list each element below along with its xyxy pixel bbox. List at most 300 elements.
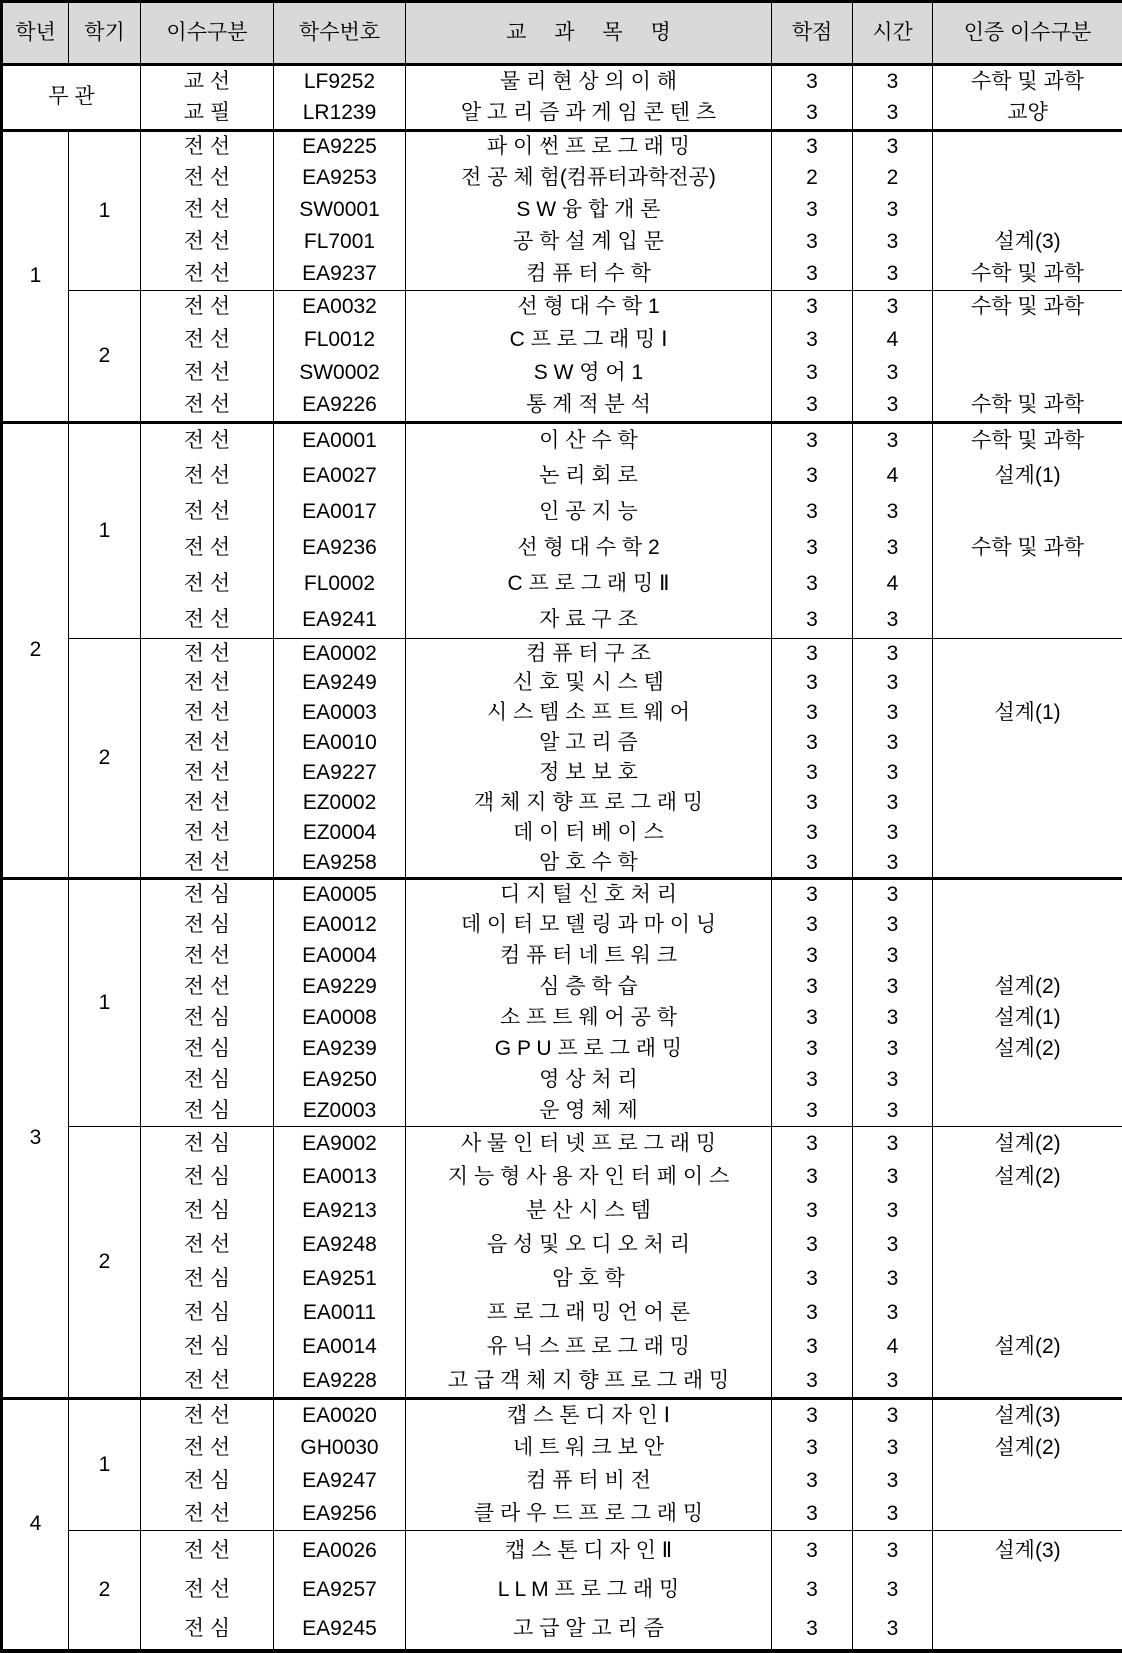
course-type: 전 심 [141,1465,274,1498]
course-name: 컴 퓨 터 비 전 [406,1465,772,1498]
course-hours: 3 [853,1229,933,1263]
year-label: 4 [2,1399,69,1651]
course-name: 이 산 수 학 [406,423,772,459]
course-hours: 3 [853,1263,933,1297]
course-hours: 3 [853,1065,933,1096]
course-type: 전 선 [141,849,274,879]
course-code: EA0027 [274,459,406,495]
course-code: FL0012 [274,324,406,357]
course-row [2,567,1122,603]
course-row [2,390,1122,423]
course-code: EA9248 [274,1229,406,1263]
course-cert [933,131,1122,163]
course-code: EA0005 [274,879,406,910]
course-code: EZ0003 [274,1096,406,1127]
course-hours: 3 [853,1003,933,1034]
course-hours: 3 [853,1611,933,1651]
course-row [2,669,1122,699]
course-credits: 3 [772,1195,853,1229]
course-hours: 3 [853,879,933,910]
course-name: 디 지 털 신 호 처 리 [406,879,772,910]
course-name: G P U 프 로 그 래 밍 [406,1034,772,1065]
course-credits: 3 [772,531,853,567]
course-hours: 4 [853,1331,933,1365]
course-name: 소 프 트 웨 어 공 학 [406,1003,772,1034]
course-type: 전 선 [141,227,274,259]
course-name: S W 융 합 개 론 [406,195,772,227]
year-label: 1 [2,131,69,423]
course-cert [933,639,1122,669]
course-credits: 3 [772,1003,853,1034]
course-hours: 3 [853,910,933,941]
course-hours: 3 [853,1571,933,1611]
semester-label: 1 [69,879,141,1127]
course-hours: 3 [853,789,933,819]
course-code: EA9256 [274,1498,406,1531]
course-credits: 3 [772,195,853,227]
course-row [2,131,1122,163]
course-hours: 3 [853,972,933,1003]
course-hours: 3 [853,849,933,879]
course-type: 전 선 [141,941,274,972]
course-credits: 3 [772,227,853,259]
course-row [2,423,1122,459]
course-cert: 설계(2) [933,1331,1122,1365]
course-row [2,531,1122,567]
course-cert [933,1611,1122,1651]
course-cert: 설계(1) [933,699,1122,729]
course-row [2,1432,1122,1465]
course-credits: 3 [772,567,853,603]
course-hours: 3 [853,729,933,759]
course-name: 운 영 체 제 [406,1096,772,1127]
course-cert [933,357,1122,390]
course-hours: 4 [853,459,933,495]
course-row [2,910,1122,941]
course-row [2,65,1122,98]
course-code: EA9245 [274,1611,406,1651]
course-row [2,1611,1122,1651]
course-type: 전 심 [141,1611,274,1651]
course-row [2,1498,1122,1531]
course-row [2,1571,1122,1611]
course-hours: 2 [853,163,933,195]
course-code: EA0012 [274,910,406,941]
course-type: 전 선 [141,759,274,789]
course-cert: 설계(2) [933,1432,1122,1465]
course-cert [933,1498,1122,1531]
course-hours: 3 [853,390,933,423]
course-type: 전 선 [141,1432,274,1465]
course-cert [933,879,1122,910]
course-row [2,291,1122,324]
course-name: 유 닉 스 프 로 그 래 밍 [406,1331,772,1365]
course-hours: 3 [853,1531,933,1571]
course-hours: 3 [853,759,933,789]
course-hours: 3 [853,1034,933,1065]
course-hours: 3 [853,1399,933,1432]
course-code: EA0010 [274,729,406,759]
course-name: 컴 퓨 터 네 트 워 크 [406,941,772,972]
header-semester: 학기 [69,2,141,65]
course-credits: 3 [772,972,853,1003]
course-cert [933,163,1122,195]
year-label: 3 [2,879,69,1399]
course-name: 심 층 학 습 [406,972,772,1003]
course-code: LF9252 [274,65,406,98]
course-hours: 3 [853,1096,933,1127]
course-type: 전 심 [141,910,274,941]
course-name: 파 이 썬 프 로 그 래 밍 [406,131,772,163]
course-hours: 3 [853,195,933,227]
course-name: 객 체 지 향 프 로 그 래 밍 [406,789,772,819]
course-name: 논 리 회 로 [406,459,772,495]
course-hours: 3 [853,1432,933,1465]
course-credits: 3 [772,423,853,459]
course-row [2,1065,1122,1096]
semester-label: 1 [69,423,141,639]
course-type: 전 심 [141,1331,274,1365]
course-hours: 3 [853,227,933,259]
course-name: 고 급 객 체 지 향 프 로 그 래 밍 [406,1365,772,1399]
course-credits: 3 [772,789,853,819]
course-hours: 3 [853,531,933,567]
course-row [2,972,1122,1003]
course-type: 전 심 [141,1003,274,1034]
course-type: 전 선 [141,131,274,163]
course-hours: 3 [853,357,933,390]
course-cert: 설계(1) [933,1003,1122,1034]
course-name: L L M 프 로 그 래 밍 [406,1571,772,1611]
course-cert: 설계(2) [933,1034,1122,1065]
course-credits: 2 [772,163,853,195]
course-cert: 교양 [933,98,1122,131]
course-cert [933,603,1122,639]
course-hours: 3 [853,1127,933,1161]
course-code: EA9257 [274,1571,406,1611]
course-type: 전 심 [141,1065,274,1096]
course-name: 캡 스 톤 디 자 인 Ⅱ [406,1531,772,1571]
course-cert [933,1571,1122,1611]
course-cert: 설계(3) [933,1531,1122,1571]
course-name: 시 스 템 소 프 트 웨 어 [406,699,772,729]
course-type: 전 심 [141,1096,274,1127]
course-row [2,163,1122,195]
course-row [2,1195,1122,1229]
course-hours: 3 [853,1465,933,1498]
course-name: 네 트 워 크 보 안 [406,1432,772,1465]
course-credits: 3 [772,1399,853,1432]
course-name: 정 보 보 호 [406,759,772,789]
course-type: 전 선 [141,729,274,759]
course-name: 고 급 알 고 리 즘 [406,1611,772,1651]
course-name: 자 료 구 조 [406,603,772,639]
course-code: EA0032 [274,291,406,324]
semester-label: 2 [69,291,141,423]
course-code: EA9213 [274,1195,406,1229]
course-code: EA0001 [274,423,406,459]
course-credits: 3 [772,1263,853,1297]
course-row [2,1003,1122,1034]
course-row [2,729,1122,759]
course-credits: 3 [772,1531,853,1571]
course-code: EZ0002 [274,789,406,819]
course-cert [933,1365,1122,1399]
course-row [2,227,1122,259]
header-cert-type: 인증 이수구분 [933,2,1122,65]
course-hours: 3 [853,259,933,291]
course-cert: 수학 및 과학 [933,291,1122,324]
course-type: 전 선 [141,1531,274,1571]
course-code: EA9237 [274,259,406,291]
course-credits: 3 [772,1611,853,1651]
course-type: 전 선 [141,259,274,291]
course-credits: 3 [772,819,853,849]
course-type: 전 선 [141,531,274,567]
course-row [2,1531,1122,1571]
course-code: EA9258 [274,849,406,879]
course-name: 선 형 대 수 학 2 [406,531,772,567]
course-type: 전 선 [141,669,274,699]
year-label: 2 [2,423,69,879]
course-name: 프 로 그 래 밍 언 어 론 [406,1297,772,1331]
course-cert [933,1297,1122,1331]
course-type: 전 선 [141,1229,274,1263]
course-cert: 수학 및 과학 [933,65,1122,98]
course-type: 전 선 [141,291,274,324]
course-credits: 3 [772,941,853,972]
course-type: 전 선 [141,567,274,603]
course-hours: 3 [853,1195,933,1229]
course-name: 컴 퓨 터 구 조 [406,639,772,669]
course-row [2,849,1122,879]
course-code: EZ0004 [274,819,406,849]
course-type: 전 선 [141,195,274,227]
course-row [2,1096,1122,1127]
course-credits: 3 [772,65,853,98]
course-cert [933,1465,1122,1498]
course-name: 공 학 설 계 입 문 [406,227,772,259]
course-type: 전 선 [141,603,274,639]
course-credits: 3 [772,1571,853,1611]
header-row [2,2,1122,65]
course-code: EA0002 [274,639,406,669]
course-credits: 3 [772,729,853,759]
course-row [2,819,1122,849]
course-row [2,941,1122,972]
course-name: 알 고 리 즘 과 게 임 콘 텐 츠 [406,98,772,131]
course-type: 교 필 [141,98,274,131]
course-code: EA0004 [274,941,406,972]
course-name: 물 리 현 상 의 이 해 [406,65,772,98]
course-type: 전 선 [141,390,274,423]
course-hours: 3 [853,1365,933,1399]
course-name: 컴 퓨 터 수 학 [406,259,772,291]
course-name: 알 고 리 즘 [406,729,772,759]
course-name: 신 호 및 시 스 템 [406,669,772,699]
course-row [2,1263,1122,1297]
course-code: EA9227 [274,759,406,789]
course-code: EA9249 [274,669,406,699]
course-row [2,699,1122,729]
course-name: 음 성 및 오 디 오 처 리 [406,1229,772,1263]
course-code: GH0030 [274,1432,406,1465]
header-course-name: 교 과 목 명 [406,2,772,65]
course-name: S W 영 어 1 [406,357,772,390]
course-type: 전 심 [141,1161,274,1195]
course-code: EA0003 [274,699,406,729]
course-code: EA9225 [274,131,406,163]
course-cert: 설계(2) [933,972,1122,1003]
course-cert: 설계(2) [933,1127,1122,1161]
course-row [2,1229,1122,1263]
course-row [2,1365,1122,1399]
course-cert [933,1096,1122,1127]
course-name: C 프 로 그 래 밍 Ⅱ [406,567,772,603]
semester-label: 2 [69,639,141,879]
course-credits: 3 [772,1465,853,1498]
header-course-type: 이수구분 [141,2,274,65]
course-code: EA0013 [274,1161,406,1195]
course-type: 전 선 [141,639,274,669]
course-row [2,259,1122,291]
course-name: 클 라 우 드 프 로 그 래 밍 [406,1498,772,1531]
course-name: 데 이 터 베 이 스 [406,819,772,849]
semester-label: 1 [69,131,141,291]
course-name: 캡 스 톤 디 자 인 Ⅰ [406,1399,772,1432]
course-cert: 수학 및 과학 [933,531,1122,567]
course-type: 전 선 [141,324,274,357]
course-type: 전 선 [141,357,274,390]
course-row [2,1399,1122,1432]
course-hours: 3 [853,603,933,639]
course-row [2,98,1122,131]
semester-label: 2 [69,1531,141,1651]
course-cert [933,819,1122,849]
course-row [2,879,1122,910]
course-cert [933,941,1122,972]
header-credits: 학점 [772,2,853,65]
course-type: 전 심 [141,1297,274,1331]
course-name: 사 물 인 터 넷 프 로 그 래 밍 [406,1127,772,1161]
course-cert [933,1065,1122,1096]
course-code: EA9229 [274,972,406,1003]
course-name: 영 상 처 리 [406,1065,772,1096]
course-row [2,1127,1122,1161]
course-code: EA9253 [274,163,406,195]
header-course-code: 학수번호 [274,2,406,65]
course-row [2,1034,1122,1065]
course-code: EA9239 [274,1034,406,1065]
course-code: EA0020 [274,1399,406,1432]
course-type: 전 선 [141,1365,274,1399]
course-hours: 3 [853,1297,933,1331]
course-name: 통 계 적 분 석 [406,390,772,423]
course-hours: 3 [853,819,933,849]
course-type: 전 선 [141,163,274,195]
course-code: EA0008 [274,1003,406,1034]
course-cert [933,759,1122,789]
course-credits: 3 [772,98,853,131]
course-type: 전 선 [141,699,274,729]
course-cert [933,669,1122,699]
course-hours: 3 [853,941,933,972]
course-hours: 3 [853,65,933,98]
course-type: 전 심 [141,879,274,910]
course-row [2,324,1122,357]
course-type: 전 선 [141,1399,274,1432]
course-credits: 3 [772,1331,853,1365]
course-credits: 3 [772,1161,853,1195]
course-name: 지 능 형 사 용 자 인 터 페 이 스 [406,1161,772,1195]
course-credits: 3 [772,603,853,639]
course-credits: 3 [772,1498,853,1531]
course-code: LR1239 [274,98,406,131]
course-row [2,495,1122,531]
course-row [2,603,1122,639]
course-hours: 3 [853,1161,933,1195]
course-credits: 3 [772,1297,853,1331]
course-hours: 3 [853,1498,933,1531]
course-type: 전 심 [141,1127,274,1161]
semester-label: 2 [69,1127,141,1399]
course-type: 전 선 [141,972,274,1003]
course-type: 전 선 [141,495,274,531]
header-year: 학년 [2,2,69,65]
course-credits: 3 [772,849,853,879]
course-cert: 설계(3) [933,1399,1122,1432]
course-code: SW0002 [274,357,406,390]
course-name: 암 호 수 학 [406,849,772,879]
course-type: 전 심 [141,1263,274,1297]
course-cert: 수학 및 과학 [933,259,1122,291]
course-code: EA9236 [274,531,406,567]
course-cert: 설계(3) [933,227,1122,259]
course-type: 전 심 [141,1195,274,1229]
course-cert [933,1195,1122,1229]
course-credits: 3 [772,1365,853,1399]
course-credits: 3 [772,879,853,910]
course-hours: 4 [853,324,933,357]
course-row [2,195,1122,227]
course-credits: 3 [772,639,853,669]
course-row [2,1331,1122,1365]
course-hours: 3 [853,639,933,669]
course-type: 전 선 [141,423,274,459]
course-type: 전 선 [141,819,274,849]
course-row [2,1465,1122,1498]
course-row [2,789,1122,819]
course-name: 데 이 터 모 델 링 과 마 이 닝 [406,910,772,941]
header-hours: 시간 [853,2,933,65]
course-row [2,357,1122,390]
course-type: 전 선 [141,1498,274,1531]
course-name: 인 공 지 능 [406,495,772,531]
course-cert [933,495,1122,531]
course-credits: 3 [772,324,853,357]
course-credits: 3 [772,759,853,789]
course-type: 전 선 [141,789,274,819]
course-credits: 3 [772,1229,853,1263]
course-credits: 3 [772,1127,853,1161]
course-row [2,1297,1122,1331]
course-hours: 3 [853,423,933,459]
course-row [2,459,1122,495]
course-code: EA9250 [274,1065,406,1096]
course-credits: 3 [772,131,853,163]
course-cert: 수학 및 과학 [933,390,1122,423]
course-hours: 3 [853,669,933,699]
